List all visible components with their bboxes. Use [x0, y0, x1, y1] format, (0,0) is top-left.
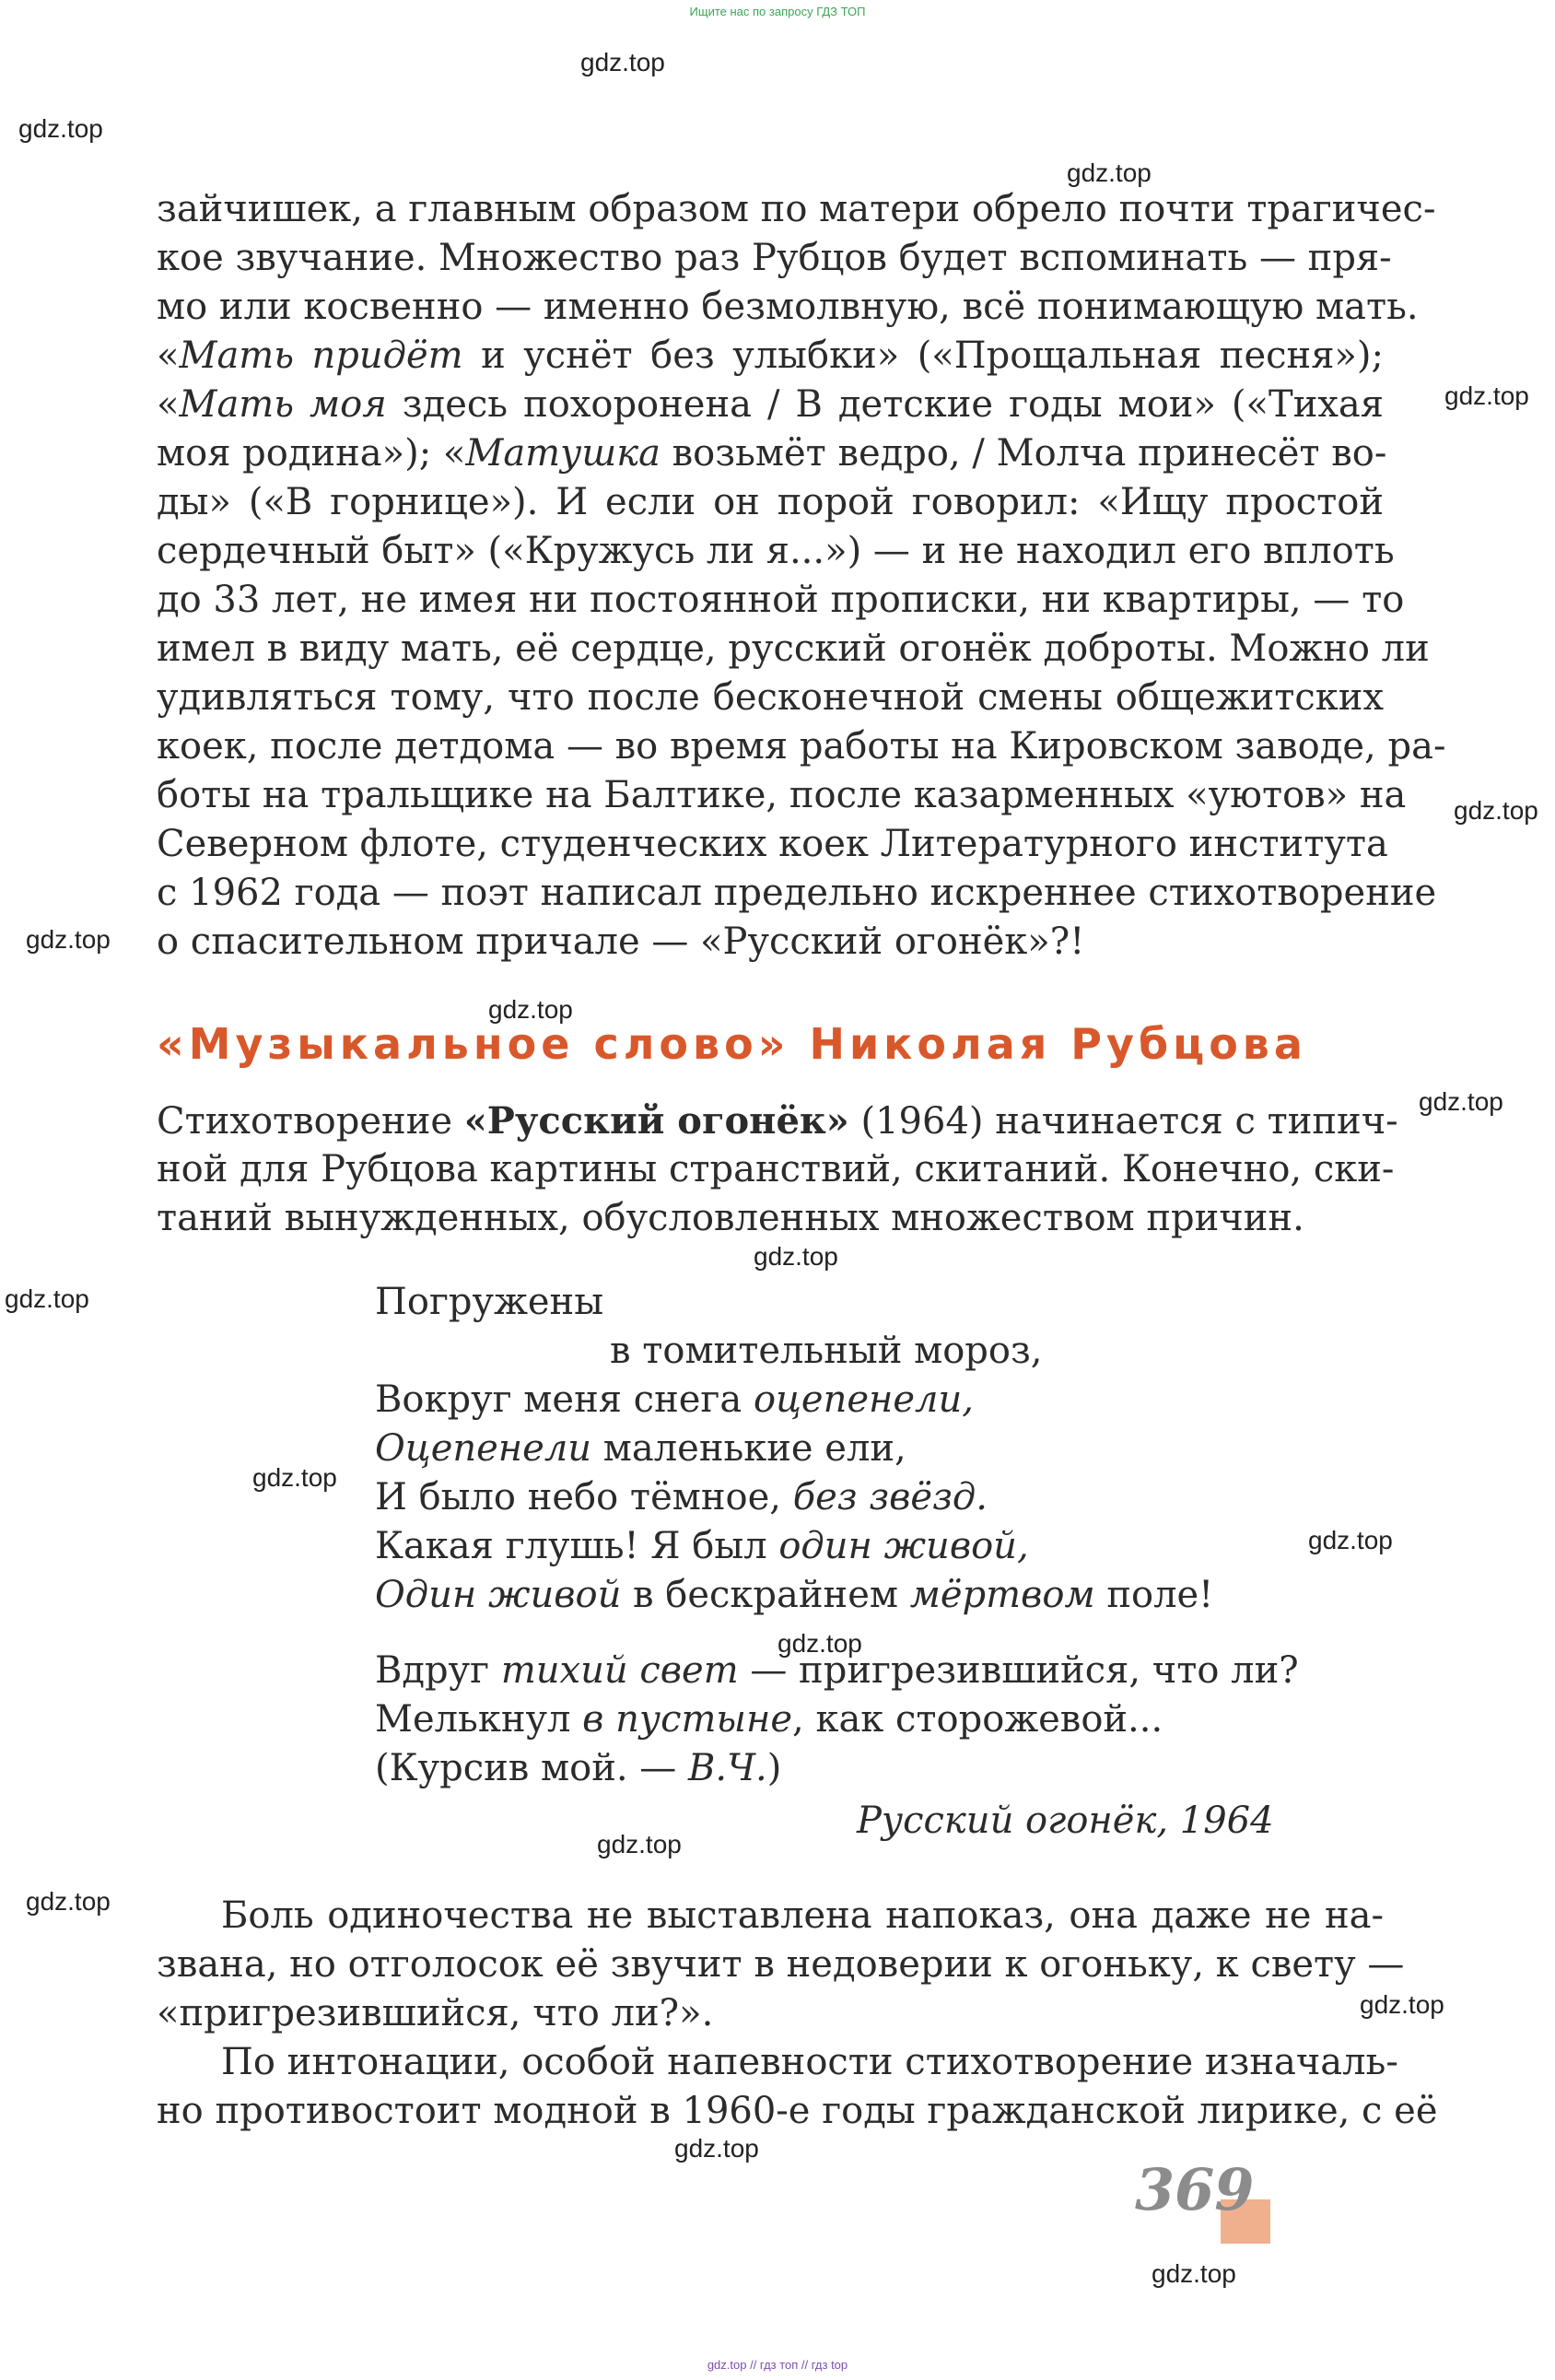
watermark: gdz.top: [1444, 381, 1529, 410]
text-line: с 1962 года — поэт написал предельно искреннее стихотворение: [157, 872, 1437, 914]
text-span: «: [157, 383, 180, 426]
text-line: ной для Рубцова картины странствий, скитаний. Конечно, ски-: [157, 1148, 1395, 1190]
text-line: [157, 332, 1384, 381]
poem-signature: Русский огонёк, 1964: [857, 1800, 1274, 1842]
text-span: (Курсив мой. —: [375, 1747, 688, 1789]
italic-emphasis: мёртвом: [909, 1574, 1095, 1616]
watermark: gdz.top: [1067, 158, 1152, 187]
poem-line: [375, 1476, 988, 1518]
text-span: Какая глушь! Я был: [375, 1525, 779, 1567]
watermark: gdz.top: [252, 1463, 337, 1492]
text-span: Мелькнул: [375, 1698, 583, 1741]
watermark: gdz.top: [488, 995, 573, 1024]
text-line: зайчишек, а главным образом по матери обрело почти трагичес-: [157, 188, 1436, 230]
watermark: gdz.top: [26, 1887, 111, 1916]
italic-emphasis: в пустыне: [582, 1698, 793, 1741]
text-span: «: [157, 334, 180, 377]
text-line: кое звучание. Множество раз Рубцов будет вспоминать — пря-: [157, 237, 1392, 279]
text-span: маленькие ели,: [591, 1427, 906, 1470]
italic-emphasis: тихий свет: [500, 1649, 739, 1692]
watermark: gdz.top: [778, 1629, 862, 1658]
text-line: удивляться тому, что после бесконечной смены общежитских: [157, 676, 1384, 719]
text-line: до 33 лет, не имея ни постоянной прописки, ни квартиры, — то: [157, 579, 1405, 621]
watermark: gdz.top: [5, 1284, 89, 1313]
poem-line: [375, 1281, 603, 1323]
text-line: мо или косвенно — именно безмолвную, всё понимающую мать.: [157, 286, 1419, 328]
text-line: таний вынужденных, обусловленных множеством причин.: [157, 1197, 1304, 1239]
text-span: Погружены: [375, 1281, 604, 1323]
text-line: [157, 429, 1387, 478]
text-line: боты на тральщике на Балтике, после казарменных «уютов» на: [157, 774, 1407, 816]
italic-quote: Мать моя: [179, 383, 387, 426]
text-span: (1964) начинается с типич-: [848, 1100, 1398, 1143]
poem-line: [375, 1649, 1299, 1692]
watermark: gdz.top: [1419, 1087, 1503, 1116]
watermark: gdz.top: [674, 2134, 759, 2163]
text-line: Северном флоте, студенческих коек Литературного института: [157, 823, 1388, 865]
watermark: gdz.top: [754, 1242, 838, 1271]
poem-line: [375, 1525, 1029, 1567]
watermark: gdz.top: [580, 48, 665, 76]
watermark: gdz.top: [1454, 796, 1538, 825]
watermark: gdz.top: [26, 925, 111, 954]
poem-line: [375, 1574, 1213, 1616]
top-banner: Ищите нас по запросу ГДЗ ТОП: [689, 5, 866, 18]
text-line: звана, но отголосок её звучит в недоверии к огоньку, к свету —: [157, 1943, 1405, 1986]
italic-emphasis: оцепенели,: [753, 1378, 974, 1421]
page-number: 369: [1135, 2156, 1255, 2223]
italic-quote: Матушка: [465, 432, 661, 475]
italic-quote: Мать придёт: [179, 334, 463, 377]
watermark: gdz.top: [1308, 1526, 1393, 1554]
text-line: сердечный быт» («Кружусь ли я...») — и не находил его вплоть: [157, 530, 1395, 572]
text-span: , как сторожевой...: [792, 1698, 1163, 1741]
text-line: Боль одиночества не выставлена напоказ, она даже не на-: [221, 1894, 1384, 1937]
poem-line: [375, 1427, 906, 1470]
text-line: о спасительном причале — «Русский огонёк»?!: [157, 920, 1085, 963]
text-line: коек, после детдома — во время работы на Кировском заводе, ра-: [157, 725, 1446, 768]
watermark: gdz.top: [18, 114, 103, 143]
italic-emphasis: без звёзд.: [792, 1476, 988, 1518]
text-span: моя родина»); «: [157, 432, 466, 475]
watermark: gdz.top: [1360, 1990, 1444, 2019]
poem-line: [610, 1330, 1043, 1372]
text-span: в томительный мороз,: [610, 1330, 1043, 1372]
poem-title-bold: «Русский огонёк»: [463, 1099, 849, 1143]
text-span: Стихотворение: [157, 1100, 464, 1143]
bottom-banner: gdz.top // гдз топ // гдз top: [707, 2358, 848, 2372]
text-span: здесь похоронена / В детские годы мои» («Тихая: [386, 383, 1384, 426]
text-span: поле!: [1094, 1574, 1214, 1616]
section-heading: «Музыкальное слово» Николая Рубцова: [157, 1019, 1307, 1069]
text-span: — пригрезившийся, что ли?: [738, 1649, 1299, 1692]
text-line: «пригрезившийся, что ли?».: [157, 1992, 714, 2034]
poem-line: [375, 1378, 974, 1421]
text-line: ды» («В горнице»). И если он порой говорил: «Ищу простой: [157, 481, 1384, 523]
poem-line: [375, 1747, 781, 1789]
text-span: возьмёт ведро, / Молча принесёт во-: [660, 432, 1387, 475]
text-line: но противостоит модной в 1960-е годы гражданской лирике, с её: [157, 2090, 1438, 2132]
italic-emphasis: Один живой: [375, 1574, 622, 1616]
text-line: По интонации, особой напевности стихотворение изначаль-: [221, 2041, 1398, 2083]
text-span: ): [766, 1747, 782, 1789]
poem-line: [375, 1698, 1163, 1741]
text-line: имел в виду мать, её сердце, русский огонёк доброты. Можно ли: [157, 627, 1430, 670]
italic-emphasis: Оцепенели: [375, 1427, 592, 1470]
text-span: Вдруг: [375, 1649, 501, 1692]
text-span: Вокруг меня снега: [375, 1378, 754, 1421]
text-span: И было небо тёмное,: [375, 1476, 793, 1518]
italic-emphasis: В.Ч.: [688, 1747, 767, 1789]
text-line: [157, 381, 1384, 429]
text-line: [157, 1096, 1398, 1146]
watermark: gdz.top: [1152, 2259, 1236, 2288]
text-span: в бескрайнем: [621, 1574, 910, 1616]
italic-emphasis: один живой,: [778, 1525, 1029, 1567]
text-span: и уснёт без улыбки» («Прощальная песня»);: [462, 334, 1384, 377]
watermark: gdz.top: [597, 1830, 682, 1858]
